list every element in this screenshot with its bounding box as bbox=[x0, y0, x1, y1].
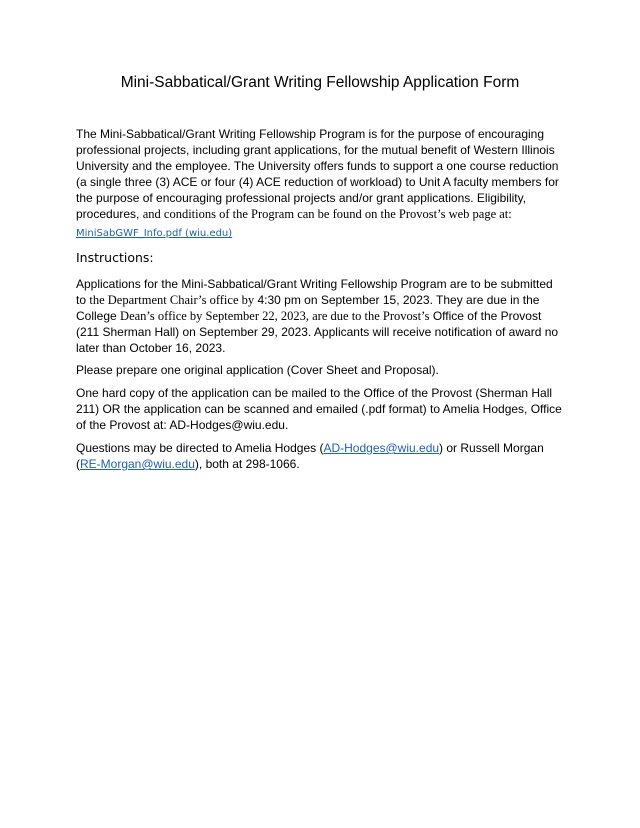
deadlines-text-e: Office of the Provost (211 Sherman Hall) on September 29, 2023. Applicants will receive notification of award no later than October 16, 2023. bbox=[76, 309, 559, 355]
email-link-morgan[interactable]: RE-Morgan@wiu.edu bbox=[80, 457, 195, 471]
deadlines-text-d: Dean’s office by September 22, 2023, are due to the Provost’s bbox=[120, 309, 430, 323]
questions-paragraph bbox=[76, 440, 564, 472]
info-pdf-link[interactable]: MiniSabGWF_Info.pdf (wiu.edu) bbox=[76, 228, 233, 239]
intro-text-serif: and conditions of the Program can be found on the Provost’s web page at: bbox=[142, 207, 512, 221]
deadlines-text-c: 4:30 pm on September 15, 2023. They are due in the College bbox=[76, 293, 540, 323]
page-title: Mini-Sabbatical/Grant Writing Fellowship Application Form bbox=[120, 74, 520, 91]
questions-text-a: Questions may be directed to Amelia Hodges ( bbox=[76, 441, 324, 455]
submission-paragraph: One hard copy of the application can be mailed to the Office of the Provost (Sherman Hall 211) OR the application can be scanned and emailed (.pdf format) to Amelia Hodges, Office of the Provost at: AD-Hodges@wiu.edu. bbox=[76, 386, 562, 432]
email-link-hodges[interactable]: AD-Hodges@wiu.edu bbox=[323, 441, 440, 455]
intro-text-sans: The Mini-Sabbatical/Grant Writing Fellowship Program is for the purpose of encouraging professional projects, including grant applications, for the mutual benefit of Western Illinois University and the employee. The University offers funds to support a one course reduction (a single three (3) ACE or four (4) ACE reduction of workload) to Unit A faculty members for the purpose of encouraging professional projects and/or grant applications. Eligibility, procedures, bbox=[76, 127, 559, 221]
prepare-paragraph: Please prepare one original application (Cover Sheet and Proposal). bbox=[76, 363, 439, 377]
deadlines-text-b: the Department Chair’s office by bbox=[89, 293, 255, 307]
instructions-heading: Instructions: bbox=[76, 250, 154, 265]
deadlines-text-a: Applications for the Mini-Sabbatical/Grant Writing Fellowship Program are to be submitted to bbox=[76, 277, 553, 307]
intro-paragraph bbox=[76, 126, 564, 222]
questions-text-c: ), both at 298-1066. bbox=[194, 457, 300, 471]
questions-text-b: ) or Russell Morgan ( bbox=[76, 441, 544, 471]
deadlines-paragraph bbox=[76, 276, 564, 356]
